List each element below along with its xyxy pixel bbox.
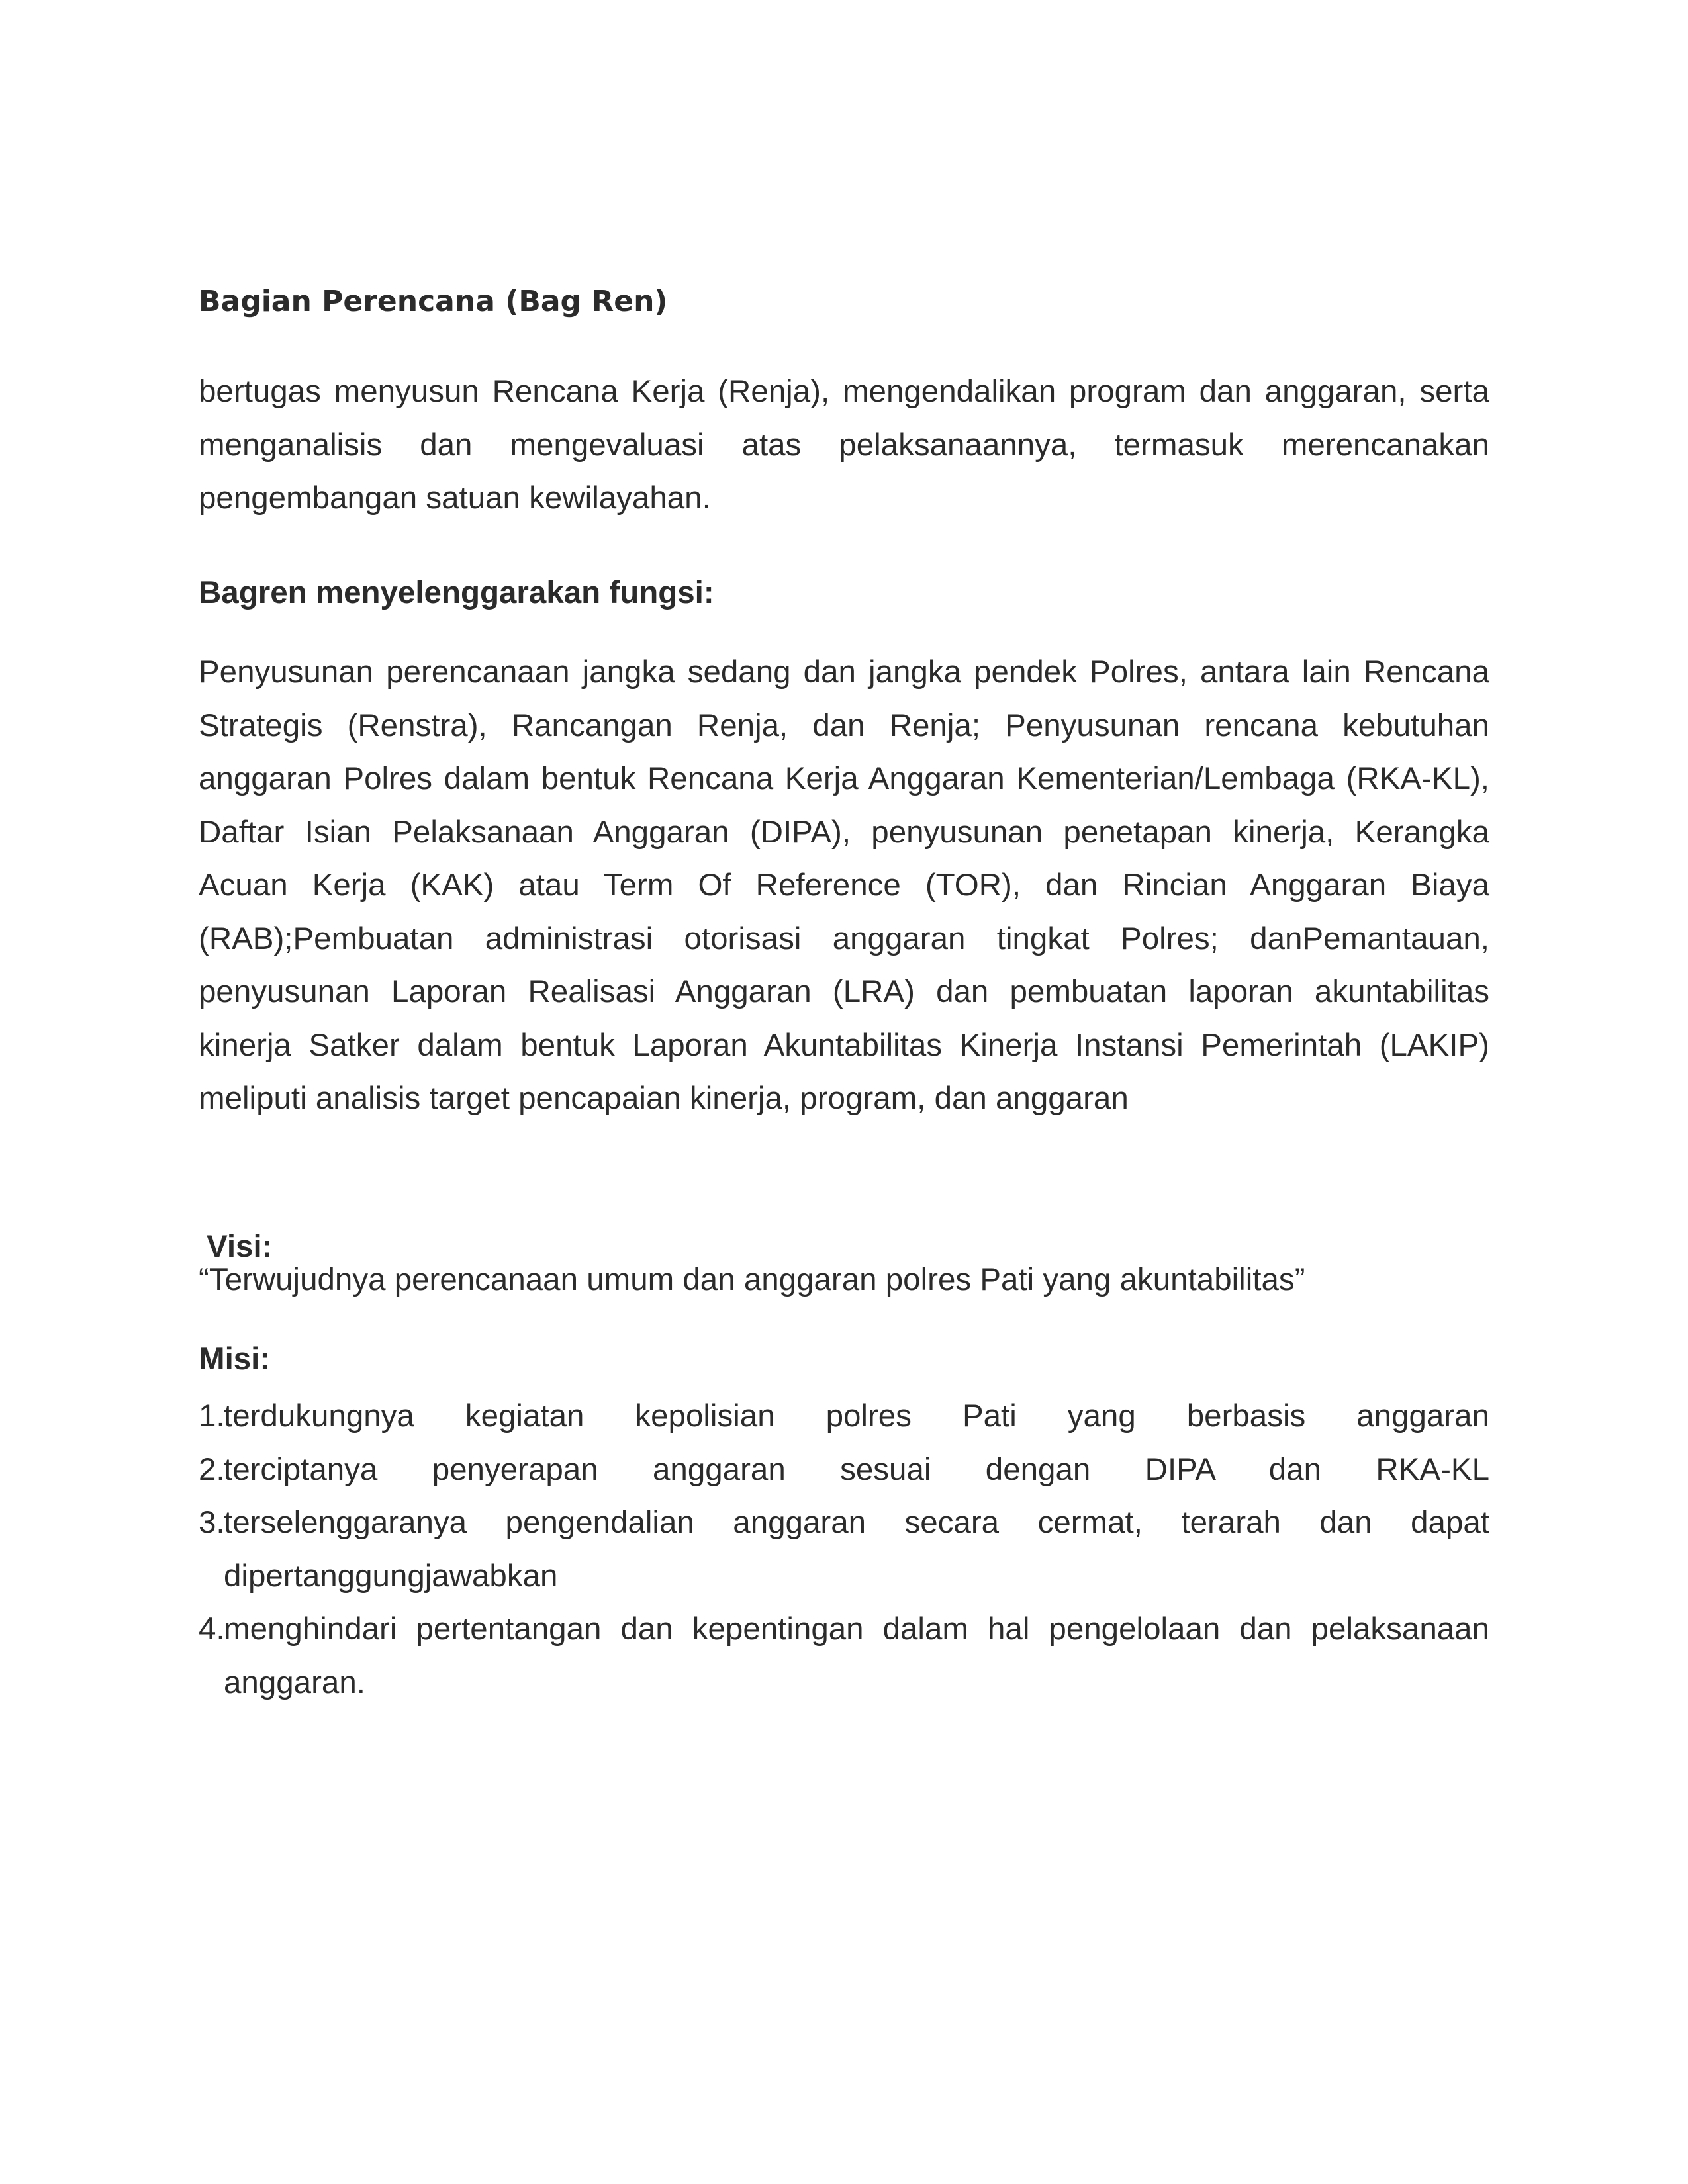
misi-item-number: 2.	[199, 1451, 225, 1487]
misi-item-number: 3.	[199, 1505, 225, 1540]
misi-item	[199, 1603, 1489, 1709]
misi-item	[199, 1496, 1489, 1603]
misi-item-text: terdukungnya kegiatan kepolisian polres Pati yang berbasis anggaran	[224, 1398, 1489, 1433]
visi-heading: Visi:	[207, 1229, 273, 1264]
fungsi-paragraph: Penyusunan perencanaan jangka sedang dan jangka pendek Polres, antara lain Rencana Strategis (Renstra), Rancangan Renja, dan Renja; Penyusunan rencana kebutuhan anggaran Polres dalam bentuk Rencana Kerja Anggaran Kementerian/Lembaga (RKA-KL), Daftar Isian Pelaksanaan Anggaran (DIPA), penyusunan penetapan kinerja, Kerangka Acuan Kerja (KAK) atau Term Of Reference (TOR), dan Rincian Anggaran Biaya (RAB);Pembuatan administrasi otorisasi anggaran tingkat Polres; danPemantauan, penyusunan Laporan Realisasi Anggaran (LRA) dan pembuatan laporan akuntabilitas kinerja Satker dalam bentuk Laporan Akuntabilitas Kinerja Instansi Pemerintah (LAKIP) meliputi analisis target pencapaian kinerja, program, dan anggaran	[199, 655, 1489, 1116]
misi-item-text: terciptanya penyerapan anggaran sesuai dengan DIPA dan RKA-KL	[224, 1451, 1489, 1487]
misi-item-text: terselenggaranya pengendalian anggaran secara cermat, terarah dan dapat dipertanggungjawabkan	[224, 1505, 1489, 1594]
document-title: Bagian Perencana (Bag Ren)	[199, 285, 668, 318]
misi-heading: Misi:	[199, 1342, 271, 1377]
visi-text: “Terwujudnya perencanaan umum dan anggaran polres Pati yang akuntabilitas”	[199, 1262, 1305, 1297]
intro-paragraph: bertugas menyusun Rencana Kerja (Renja), mengendalikan program dan anggaran, serta menganalisis dan mengevaluasi atas pelaksanaannya, termasuk merencanakan pengembangan satuan kewilayahan.	[199, 374, 1489, 516]
misi-item-text: menghindari pertentangan dan kepentingan dalam hal pengelolaan dan pelaksanaan anggaran.	[224, 1612, 1489, 1700]
misi-item	[199, 1390, 1489, 1443]
misi-item-number: 1.	[199, 1398, 225, 1433]
misi-list	[199, 1390, 1489, 1709]
misi-item-number: 4.	[199, 1612, 225, 1647]
fungsi-heading: Bagren menyelenggarakan fungsi:	[199, 575, 714, 610]
misi-item	[199, 1443, 1489, 1497]
